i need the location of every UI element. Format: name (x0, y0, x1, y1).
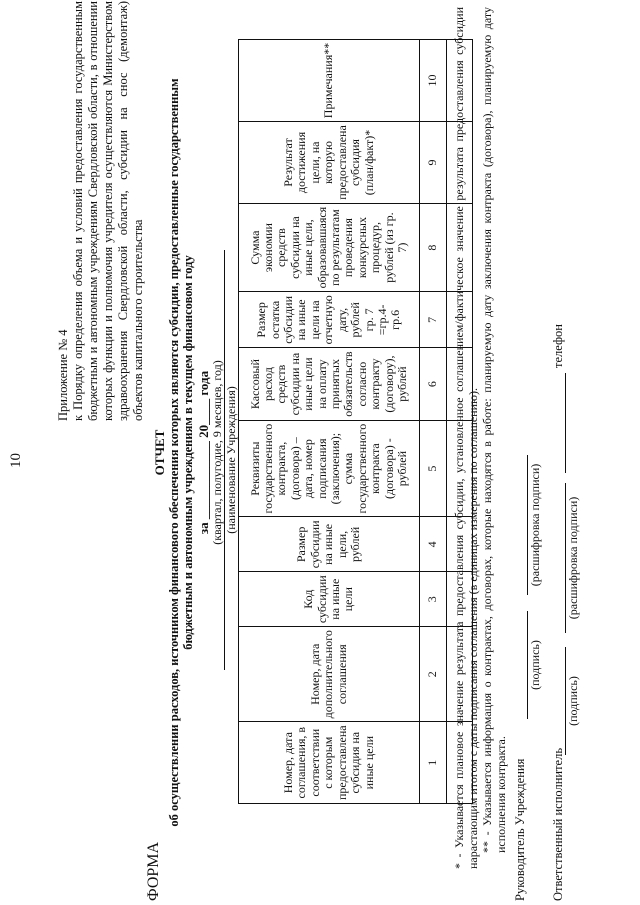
appendix-title: Приложение № 4 (56, 329, 70, 421)
column-number: 2 (420, 627, 447, 722)
report-subtitle-line1: об осуществлении расходов, источником финансового обеспечения которых являются субсидии, предоставленные государственным (167, 78, 181, 827)
header-cell: Реквизиты государственного контракта, (договора) – дата, номер подписания (заключения); сумма государственного контракта (договора) - рублей (239, 420, 420, 517)
header-cell: Результат достижения цели, на которую предоставлена субсидия (план/факт)* (239, 122, 420, 204)
appendix-block (56, 1, 146, 421)
column-number: 1 (420, 722, 447, 804)
header-cell: Примечания** (239, 39, 420, 121)
institution-hint: (наименование Учреждения) (224, 386, 238, 534)
column-number: 4 (420, 517, 447, 572)
executor-label: Ответственный исполнитель (551, 747, 565, 901)
report-table (238, 39, 473, 804)
period-hint: (квартал, полугодие, 9 месяцев, год) (210, 360, 224, 545)
column-number: 9 (420, 122, 447, 204)
executor-signature-caption: (подпись) (566, 676, 580, 726)
header-cell: Номер, дата дополнительного соглашения (239, 627, 420, 722)
header-cell: Кассовый расход средств субсидии на иные цели на оплату принятых обязательств согласно контракту (договору), рублей (239, 348, 420, 420)
column-number: 8 (420, 203, 447, 292)
page-number: 10 (8, 453, 24, 468)
column-number: 7 (420, 292, 447, 348)
appendix-text: к Порядку определения объема и условий предоставления государственным бюджетным и автономным учреждениям Свердловской области, в отношении которых функции и полномочия учредителя осуществляются Министерством здравоохранения Свердловской области, субсидии на снос (демонтаж) объектов капитального строительства (71, 1, 145, 421)
phone-line (565, 373, 566, 473)
header-cell: Сумма экономии средств субсидии на иные цели, образовавшаяся по результатам проведения конкурсных процедур, рублей (из гр. 7) (239, 203, 420, 292)
table-number-row (420, 39, 447, 803)
column-number: 5 (420, 420, 447, 517)
header-cell: Код субсидии на иные цели (239, 572, 420, 627)
executor-name-caption: (расшифровка подписи) (566, 496, 580, 620)
head-signature-caption: (подпись) (528, 640, 542, 690)
column-number: 6 (420, 348, 447, 420)
table-header-row (239, 39, 420, 803)
head-signature-label: Руководитель Учреждения (513, 758, 527, 901)
report-subtitle (167, 0, 195, 905)
period-line: за ____________ 20____ года (196, 370, 211, 535)
footnotes (452, 7, 508, 897)
column-number: 10 (420, 39, 447, 121)
header-cell: Номер, дата соглашения, в соответствии с которым предоставлена субсидия на иные цели (239, 722, 420, 804)
footnote-1: * - Указывается плановое значение результата предоставления субсидии, установленное соглашением/фактическое значение результата предоставления субсидии нарастающим итогом с даты подписания соглашения (в единицах измерения по соглашению). (452, 7, 480, 869)
report-title: ОТЧЕТ (152, 429, 167, 476)
report-subtitle-line2: бюджетным и автономным учреждениям в текущем финансовом году (181, 255, 195, 650)
header-cell: Размер остатка субсидии на иные цели на отчетную дату, рублей гр. 7 =гр.4-гр.6 (239, 292, 420, 348)
head-name-caption: (расшифровка подписи) (528, 463, 542, 587)
column-number: 3 (420, 572, 447, 627)
phone-label: телефон (551, 324, 565, 368)
footnote-2: ** - Указывается информация о контрактах, договорах, которые находятся в работе: планируемую дату заключения контракта (договора), планируемую дату исполнения контракта. (480, 7, 508, 853)
form-label: ФОРМА (145, 841, 162, 901)
header-cell: Размер субсидии на иные цели, рублей (239, 517, 420, 572)
